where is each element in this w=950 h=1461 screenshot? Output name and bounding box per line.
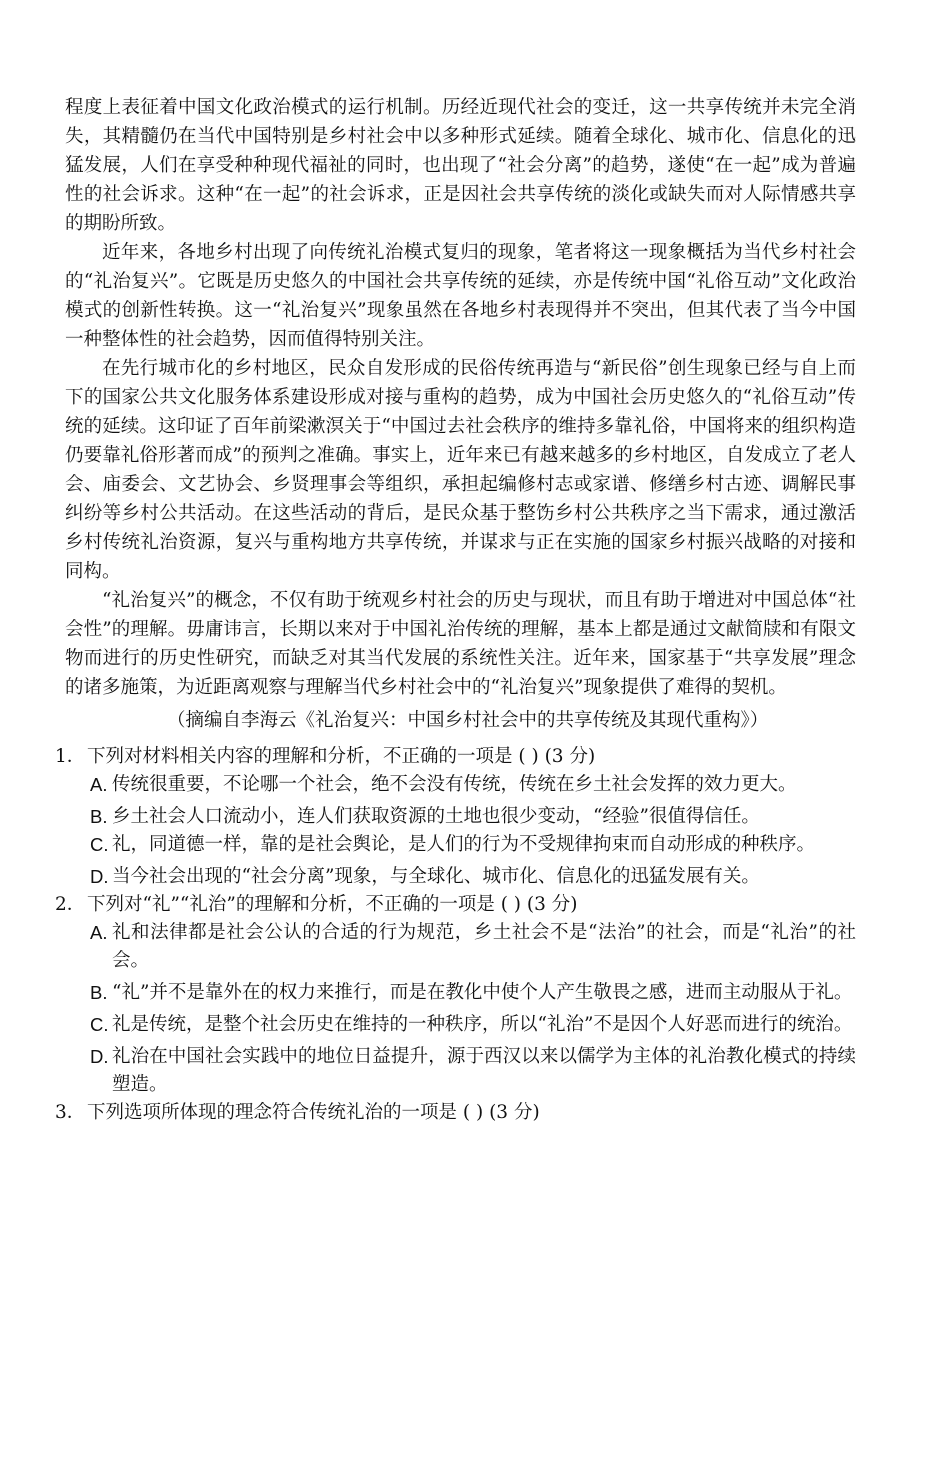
option-letter: A. bbox=[90, 922, 108, 943]
option-text: 礼治在中国社会实践中的地位日益提升，源于西汉以来以儒学为主体的礼治教化模式的持续塑造。 bbox=[112, 1046, 856, 1095]
question-1 bbox=[55, 743, 856, 891]
passage-paragraph: 程度上表征着中国文化政治模式的运行机制。历经近现代社会的变迁，这一共享传统并未完全消失，其精髓仍在当代中国特别是乡村社会中以多种形式延续。随着全球化、城市化、信息化的迅猛发展，人们在享受种种现代福祉的同时，也出现了“社会分离”的趋势，遂使“在一起”成为普遍性的社会诉求。这种“在一起”的社会诉求，正是因社会共享传统的淡化或缺失而对人际情感共享的期盼所致。 bbox=[65, 97, 856, 234]
option-letter: D. bbox=[90, 866, 109, 887]
question-number: 1． bbox=[55, 746, 86, 767]
option-d[interactable] bbox=[90, 1043, 856, 1099]
option-b[interactable] bbox=[90, 803, 856, 831]
option-text: “礼”并不是靠外在的权力来推行，而是在教化中使个人产生敬畏之感，进而主动服从于礼。 bbox=[112, 982, 853, 1003]
passage-paragraph: 在先行城市化的乡村地区，民众自发形成的民俗传统再造与“新民俗”创生现象已经与自上而下的国家公共文化服务体系建设形成对接与重构的趋势，成为中国社会历史悠久的“礼俗互动”传统的延续。这印证了百年前梁漱溟关于“中国过去社会秩序的维持多靠礼俗，中国将来的组织构造仍要靠礼俗形著而成”的预判之准确。事实上，近年来已有越来越多的乡村地区，自发成立了老人会、庙委会、文艺协会、乡贤理事会等组织，承担起编修村志或家谱、修缮乡村古迹、调解民事纠纷等乡村公共活动。在这些活动的背后，是民众基于整饬乡村公共秩序之当下需求，通过激活乡村传统礼治资源，复兴与重构地方共享传统，并谋求与正在实施的国家乡村振兴战略的对接和同构。 bbox=[65, 358, 856, 582]
option-letter: C. bbox=[90, 1014, 109, 1035]
question-stem bbox=[55, 743, 856, 771]
option-c[interactable] bbox=[90, 1011, 856, 1043]
option-text: 礼，同道德一样，靠的是社会舆论，是人们的行为不受规律拘束而自动形成的种秩序。 bbox=[112, 834, 816, 855]
passage-source: （摘编自李海云《礼治复兴：中国乡村社会中的共享传统及其现代重构》） bbox=[167, 710, 769, 731]
option-text: 乡土社会人口流动小，连人们获取资源的土地也很少变动，“经验”很值得信任。 bbox=[112, 806, 760, 827]
question-text: 下列对“礼”“礼治”的理解和分析，不正确的一项是 ( ) (3 分) bbox=[87, 894, 578, 915]
option-text: 传统很重要，不论哪一个社会，绝不会没有传统，传统在乡土社会发挥的效力更大。 bbox=[112, 774, 797, 795]
question-2 bbox=[55, 891, 856, 1099]
question-number: 3． bbox=[55, 1102, 86, 1123]
option-a[interactable] bbox=[90, 771, 856, 803]
question-number: 2． bbox=[55, 894, 86, 915]
option-b[interactable] bbox=[90, 979, 856, 1011]
question-text: 下列选项所体现的理念符合传统礼治的一项是 ( ) (3 分) bbox=[87, 1102, 540, 1123]
option-a[interactable] bbox=[90, 919, 856, 979]
option-text: 礼和法律都是社会公认的合适的行为规范，乡土社会不是“法治”的社会，而是“礼治”的社会。 bbox=[112, 922, 856, 971]
question-stem bbox=[55, 891, 856, 919]
option-letter: B. bbox=[90, 806, 108, 827]
option-letter: C. bbox=[90, 834, 109, 855]
option-letter: D. bbox=[90, 1046, 109, 1067]
question-text: 下列对材料相关内容的理解和分析，不正确的一项是 ( ) (3 分) bbox=[87, 746, 596, 767]
option-letter: A. bbox=[90, 774, 108, 795]
option-d[interactable] bbox=[90, 863, 856, 891]
option-text: 礼是传统，是整个社会历史在维持的一种秩序，所以“礼治”不是因个人好恶而进行的统治。 bbox=[112, 1014, 853, 1035]
question-3 bbox=[55, 1099, 856, 1127]
question-list bbox=[55, 743, 856, 1127]
reading-passage bbox=[65, 93, 856, 702]
passage-paragraph: 近年来，各地乡村出现了向传统礼治模式复归的现象，笔者将这一现象概括为当代乡村社会的“礼治复兴”。它既是历史悠久的中国社会共享传统的延续，亦是传统中国“礼俗互动”文化政治模式的创新性转换。这一“礼治复兴”现象虽然在各地乡村表现得并不突出，但其代表了当今中国一种整体性的社会趋势，因而值得特别关注。 bbox=[65, 242, 856, 350]
passage-paragraph: “礼治复兴”的概念，不仅有助于统观乡村社会的历史与现状，而且有助于增进对中国总体“社会性”的理解。毋庸讳言，长期以来对于中国礼治传统的理解，基本上都是通过文献简牍和有限文物而进行的历史性研究，而缺乏对其当代发展的系统性关注。近年来，国家基于“共享发展”理念的诸多施策，为近距离观察与理解当代乡村社会中的“礼治复兴”现象提供了难得的契机。 bbox=[65, 590, 856, 698]
option-text: 当今社会出现的“社会分离”现象，与全球化、城市化、信息化的迅猛发展有关。 bbox=[112, 866, 760, 887]
question-stem bbox=[55, 1099, 856, 1127]
option-c[interactable] bbox=[90, 831, 856, 863]
option-letter: B. bbox=[90, 982, 108, 1003]
